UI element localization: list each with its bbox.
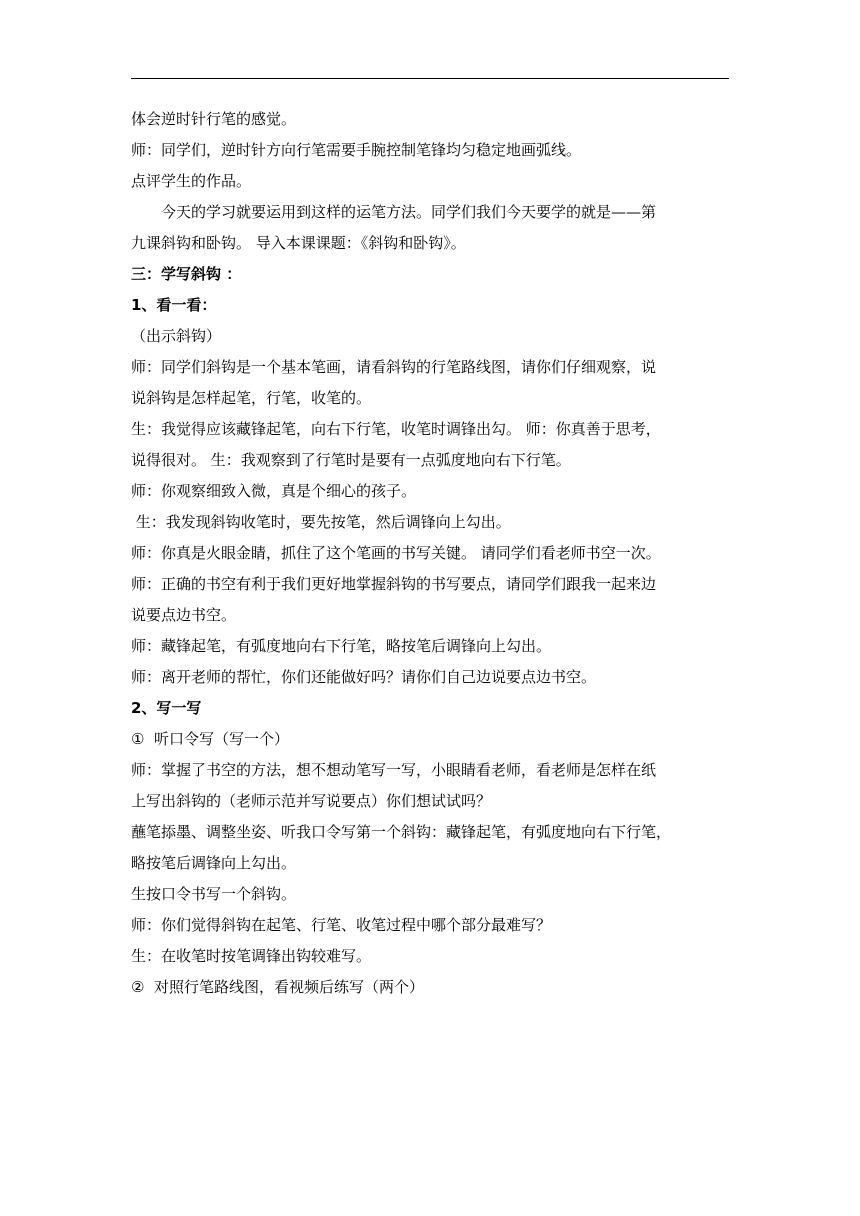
paragraph-line: 今天的学习就要运用到这样的运笔方法。同学们我们今天要学的就是——第: [161, 203, 657, 221]
paragraph-line: 师：正确的书空有利于我们更好地掌握斜钩的书写要点，请同学们跟我一起来边: [131, 575, 657, 593]
paragraph-line: 九课斜钩和卧钩。 导入本课课题：《斜钩和卧钩》。: [131, 234, 466, 252]
section-heading: 三：学写斜钩 ：: [131, 265, 242, 283]
paragraph-line: （出示斜钩）: [131, 327, 222, 345]
numbered-item: ① 听口令写（写一个）: [131, 730, 289, 748]
paragraph-line: 师：你观察细致入微，真是个细心的孩子。: [131, 482, 417, 500]
paragraph-line: 点评学生的作品。: [131, 172, 252, 190]
subsection-heading: 2、写一写: [131, 699, 202, 717]
paragraph-line: 说斜钩是怎样起笔，行笔，收笔的。: [131, 389, 372, 407]
paragraph-line: 师：同学们，逆时针方向行笔需要手腕控制笔锋均匀稳定地画弧线。: [131, 141, 582, 159]
paragraph-line: 说要点边书空。: [131, 606, 237, 624]
paragraph-line: 略按笔后调锋向上勾出。: [131, 854, 297, 872]
paragraph-line: 生：我觉得应该藏锋起笔，向右下行笔，收笔时调锋出勾。 师：你真善于思考，: [131, 420, 661, 438]
paragraph-line: 生：我发现斜钩收笔时，要先按笔，然后调锋向上勾出。: [131, 513, 511, 531]
paragraph-line: 生按口令书写一个斜钩。: [131, 885, 297, 903]
document-body: [131, 104, 731, 1003]
paragraph-line: 师：藏锋起笔，有弧度地向右下行笔，略按笔后调锋向上勾出。: [131, 637, 552, 655]
paragraph-line: 师：你真是火眼金睛，抓住了这个笔画的书写关键。 请同学们看老师书空一次。: [131, 544, 661, 562]
paragraph-line: 师：你们觉得斜钩在起笔、行笔、收笔过程中哪个部分最难写？: [131, 916, 552, 934]
paragraph-line: 师：掌握了书空的方法，想不想动笔写一写，小眼睛看老师，看老师是怎样在纸: [131, 761, 657, 779]
paragraph-line: 生：在收笔时按笔调锋出钩较难写。: [131, 947, 372, 965]
paragraph-line: 体会逆时针行笔的感觉。: [131, 110, 297, 128]
paragraph-line: 师：离开老师的帮忙，你们还能做好吗？请你们自己边说要点边书空。: [131, 668, 597, 686]
paragraph-line: 上写出斜钩的（老师示范并写说要点）你们想试试吗？: [131, 792, 492, 810]
paragraph-line: 说得很对。 生：我观察到了行笔时是要有一点弧度地向右下行笔。: [131, 451, 571, 469]
paragraph-line: 蘸笔掭墨、调整坐姿、听我口令写第一个斜钩：藏锋起笔，有弧度地向右下行笔，: [131, 823, 672, 841]
numbered-item: ② 对照行笔路线图，看视频后练写（两个）: [131, 978, 424, 996]
paragraph-line: 师：同学们斜钩是一个基本笔画，请看斜钩的行笔路线图，请你们仔细观察，说: [131, 358, 657, 376]
subsection-heading: 1、看一看：: [131, 296, 217, 314]
header-rule: [131, 78, 729, 79]
